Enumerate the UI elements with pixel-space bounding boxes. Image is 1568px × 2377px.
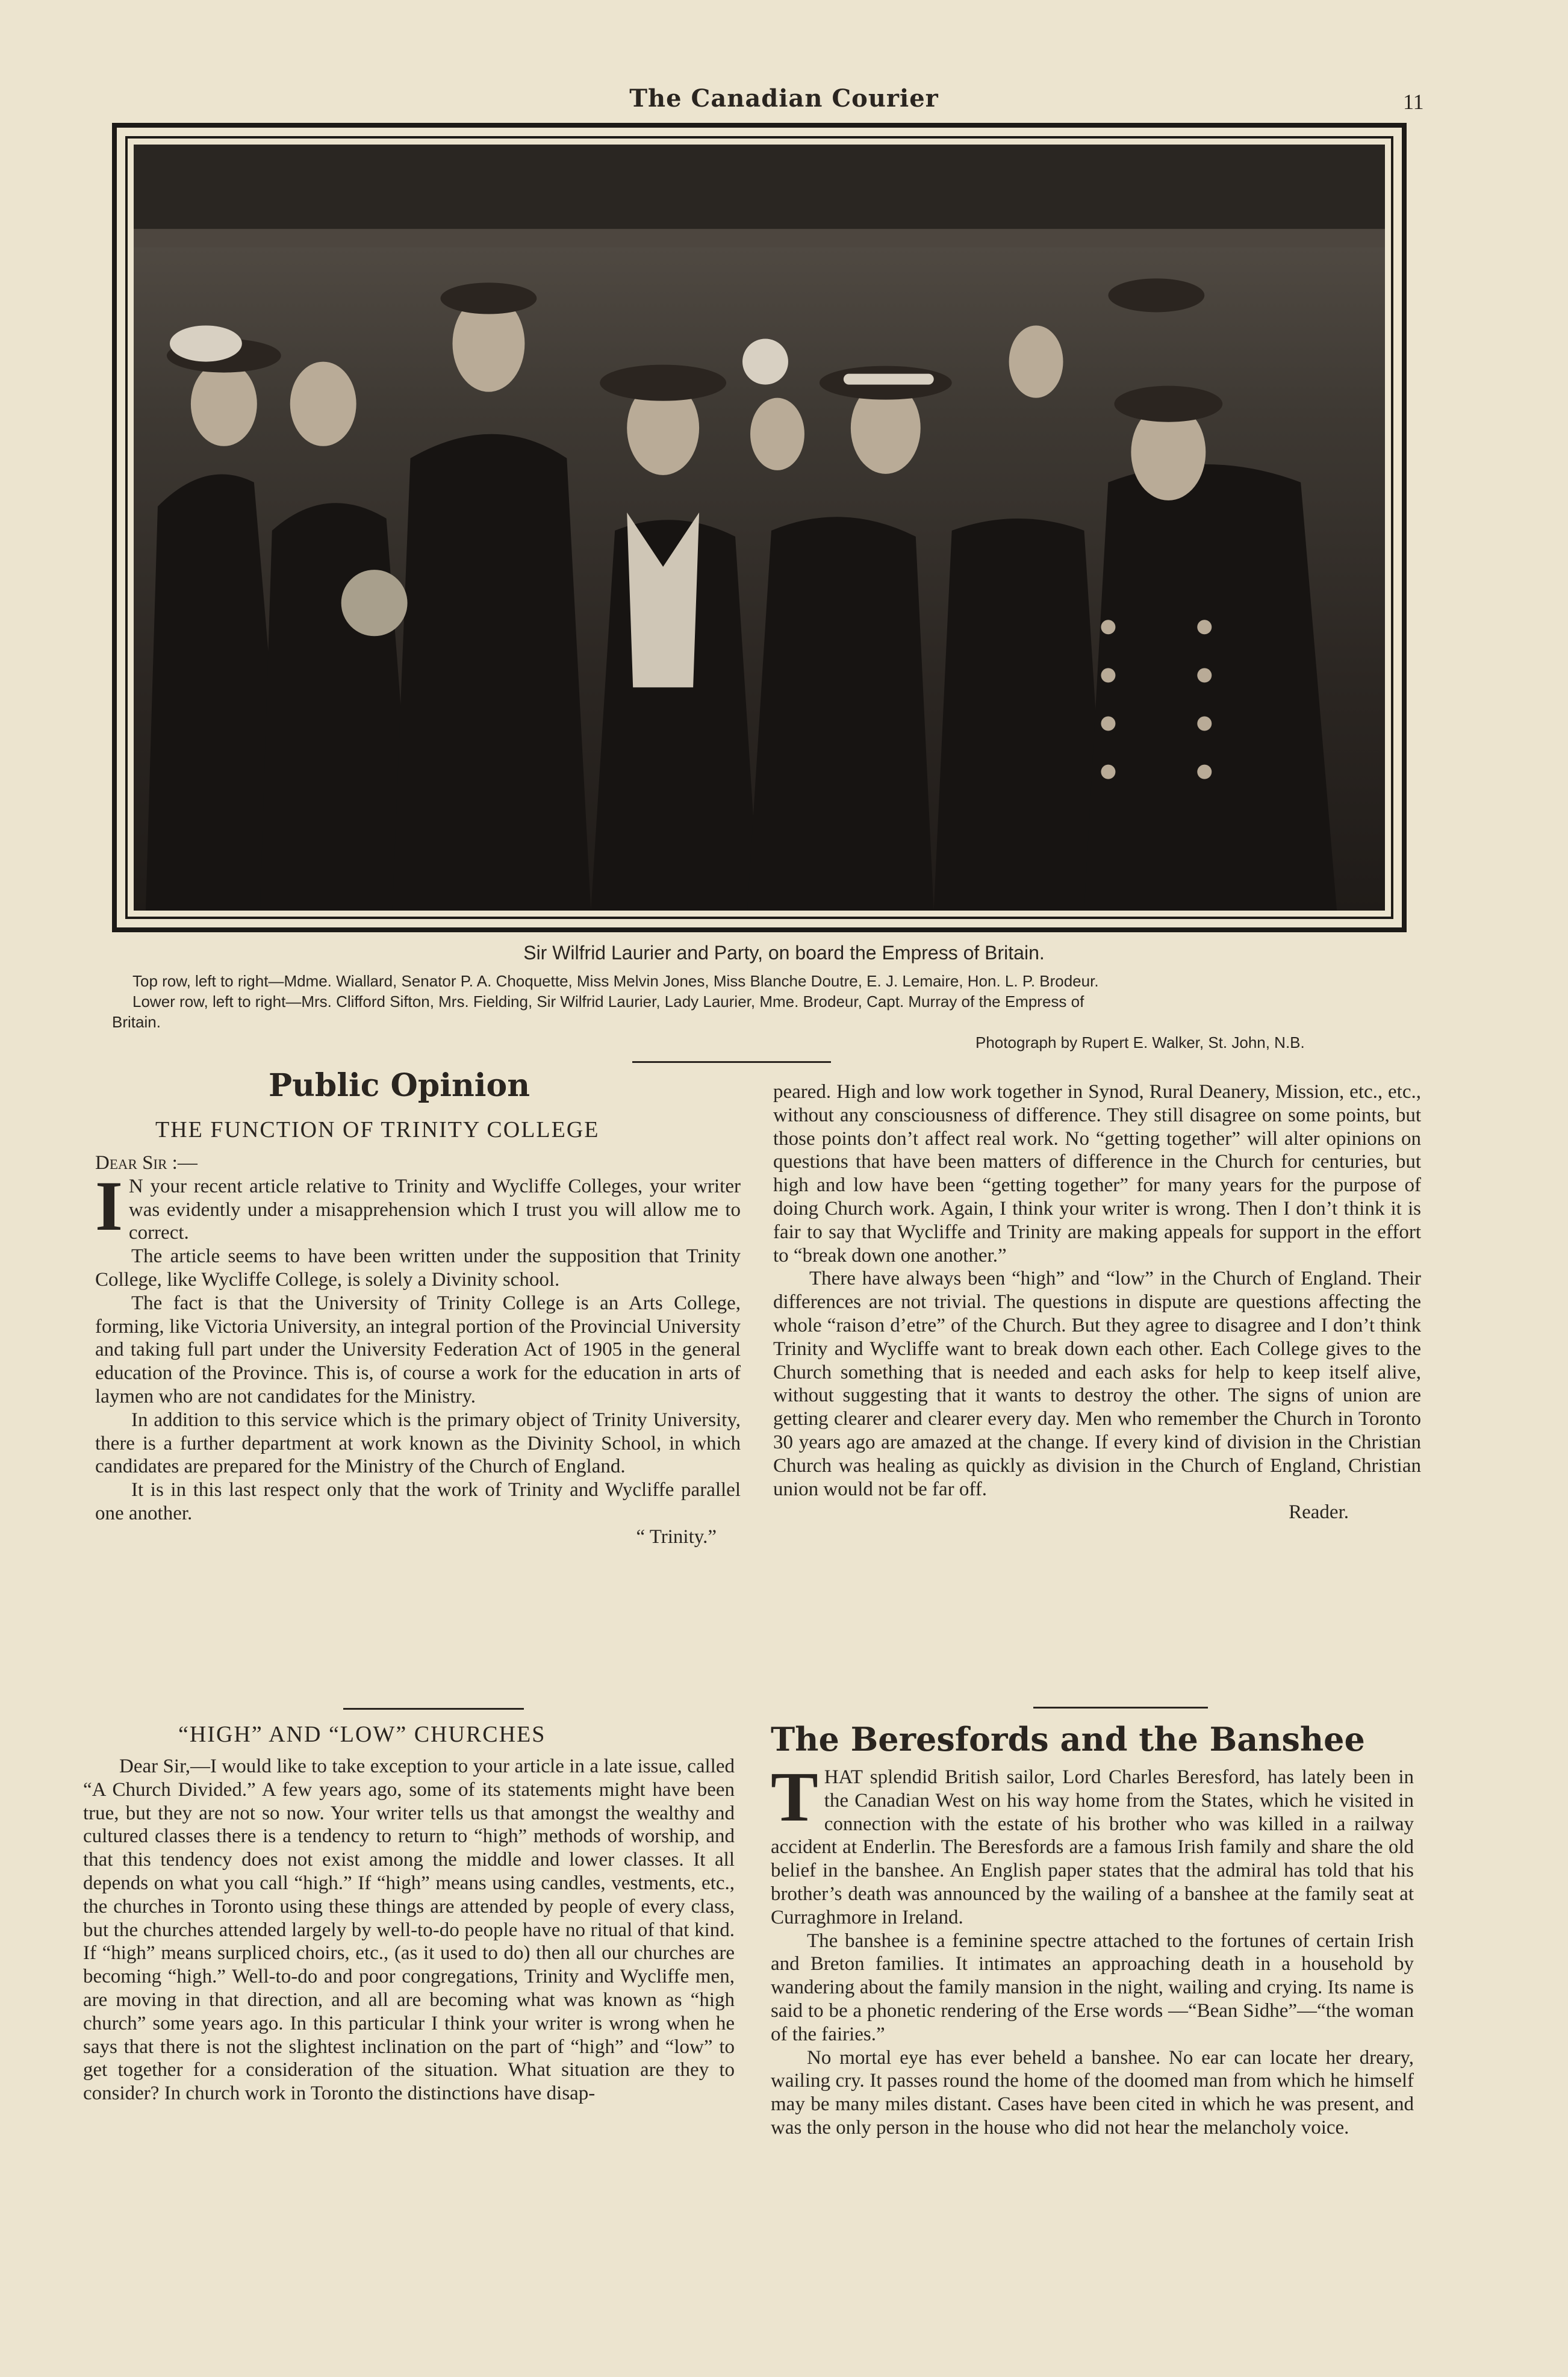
photo-caption-title: Sir Wilfrid Laurier and Party, on board the Empress of Britain. — [523, 942, 1045, 964]
letter2-signature: Reader. — [1289, 1501, 1349, 1524]
letter1-paragraph-4: In addition to this service which is the primary object of Trinity University, there is a further department at work known as the Divinity School, in which candidates are prepared for the Ministry of the Church of England. — [95, 1409, 741, 1478]
banshee-paragraph-1: HAT splendid British sailor, Lord Charles Beresford, has lately been in the Canadian West on his way home from the States, which he visited in connection with the estate of his brother who was killed in a railway accident at Enderlin. The Beresfords are a famous Irish family and share the old belief in the banshee. An English paper states that the admiral has told that his brother’s death was announced by the wailing of a banshee at the family seat at Curraghmore in Ireland. — [771, 1766, 1414, 1928]
banshee-dropcap: T — [771, 1757, 818, 1836]
banshee-paragraph-3: No mortal eye has ever beheld a banshee. No ear can locate her dreary, wailing cry. It passes round the home of the doomed man from which he himself may be many miles distant. Cases have been cited in which he was present, and was the only person in the house who did not hear the melancholy voice. — [771, 2046, 1414, 2139]
letter2-body — [83, 1755, 735, 2105]
letter1-dropcap: I — [95, 1166, 123, 1245]
banshee-body — [771, 1757, 1414, 2140]
section-title-public-opinion: Public Opinion — [269, 1067, 530, 1104]
letter2-continued-paragraph-2: There have always been “high” and “low” in the Church of England. Their differences are not trivial. The questions in dispute are questions affecting the whole “raison d’etre” of the Church. But they agree to disagree and I don’t think Trinity and Wycliffe want to break down each other. Each College gives to the Church something that is needed and each asks for help to keep itself alive, without suggesting that it wants to destroy the other. The signs of union are getting clearer and clearer every day. Men who remember the Church in Toronto 30 years ago are amazed at the change. If every kind of division in the Christian Church was healing as quickly as division in the Church of England, Christian union would not be far off. — [773, 1268, 1421, 1500]
photo-caption-line-3: Britain. — [112, 1013, 161, 1031]
photo-credit: Photograph by Rupert E. Walker, St. John, N.B. — [975, 1033, 1305, 1051]
photo-frame — [112, 123, 1407, 932]
letter1-paragraph-5: It is in this last respect only that the work of Trinity and Wycliffe parallel one another. — [95, 1479, 741, 1524]
article-divider — [1033, 1707, 1208, 1709]
page-number: 11 — [1403, 90, 1424, 114]
letter1-paragraph-1: N your recent article relative to Trinity and Wycliffe Colleges, your writer was evidently under a misapprehension which I trust you will allow me to correct. — [128, 1175, 741, 1244]
letter1-paragraph-2: The article seems to have been written under the supposition that Trinity College, like Wycliffe College, is solely a Divinity school. — [95, 1245, 741, 1291]
letter1-salutation: Dear Sir :— — [95, 1152, 198, 1174]
group-photograph-illustration — [134, 145, 1385, 911]
group-photograph — [134, 145, 1385, 911]
letter2-continued-paragraph-1: peared. High and low work together in Synod, Rural Deanery, Mission, etc., etc., without any consciousness of difference. They still disagree on some points, but those points don’t affect real work. No “getting together” will alter opinions on questions that have been matters of difference in the Church for centuries, but high and low have been “getting together” for many years for the purpose of doing Church work. Again, I think your writer is wrong. Then I don’t think it is fair to say that Wycliffe and Trinity are making appeals for support in the effort to “break down one another.” — [773, 1081, 1421, 1266]
banshee-title: The Beresfords and the Banshee — [771, 1720, 1365, 1759]
photo-inner-border — [125, 136, 1393, 919]
photo-caption-line-2: Lower row, left to right—Mrs. Clifford Sifton, Mrs. Fielding, Sir Wilfrid Laurier, Lady Laurier, Mme. Brodeur, Capt. Murray of the Empress of — [132, 992, 1084, 1011]
letter2-paragraph-1: Dear Sir,—I would like to take exception to your article in a late issue, called “A Church Divided.” A few years ago, some of its statements might have been true, but they are not so now. Your writer tells us that amongst the wealthy and cultured classes there is a tendency to return to “high” methods of worship, and that this tendency does not exist among the middle and lower classes. It all depends on what you call “high.” If “high” means using candles, vestments, etc., the churches in Toronto using these things are attended by people of every class, but the churches attended largely by well-to-do people have no ritual of that kind. If “high” means surpliced choirs, etc., (as it used to do) then all our churches are becoming “high.” Well-to-do and poor congregations, Trinity and Wycliffe men, are moving in that direction, and all are becoming what was known as “high church” some years ago. In this particular I think your writer is wrong when he says that there is not the slightest inclination on the part of “high” and “low” to get together for a consideration of the situation. What situation are they to consider? In church work in Toronto the distinctions have disap- — [83, 1755, 735, 2105]
letter1-signature: “ Trinity.” — [636, 1525, 717, 1548]
photo-caption-line-1: Top row, left to right—Mdme. Wiallard, Senator P. A. Choquette, Miss Melvin Jones, Miss Blanche Doutre, E. J. Lemaire, Hon. L. P. Brodeur. — [132, 972, 1099, 990]
letter2-subtitle: “HIGH” AND “LOW” CHURCHES — [178, 1722, 546, 1747]
magazine-title: The Canadian Courier — [629, 84, 939, 113]
banshee-paragraph-2: The banshee is a feminine spectre attached to the fortunes of certain Irish and Breton families. It intimates an approaching death in a household by wandering about the family mansion in the night, wailing and crying. Its name is said to be a phonetic rendering of the Erse words —“Bean Sidhe”—“the woman of the fairies.” — [771, 1930, 1414, 2045]
letter-divider — [343, 1708, 524, 1710]
letter1-paragraph-3: The fact is that the University of Trinity College is an Arts College, forming, like Victoria University, an integral portion of the Provincial University and taking full part under the University Federation Act of 1905 in the general education of the Province. This is, of course a work for the education in arts of laymen who are not candidates for the Ministry. — [95, 1292, 741, 1407]
caption-divider — [632, 1061, 831, 1063]
letter1-body — [95, 1151, 741, 1549]
letter2-continued — [773, 1080, 1421, 1524]
letter1-subtitle: THE FUNCTION OF TRINITY COLLEGE — [155, 1117, 600, 1142]
